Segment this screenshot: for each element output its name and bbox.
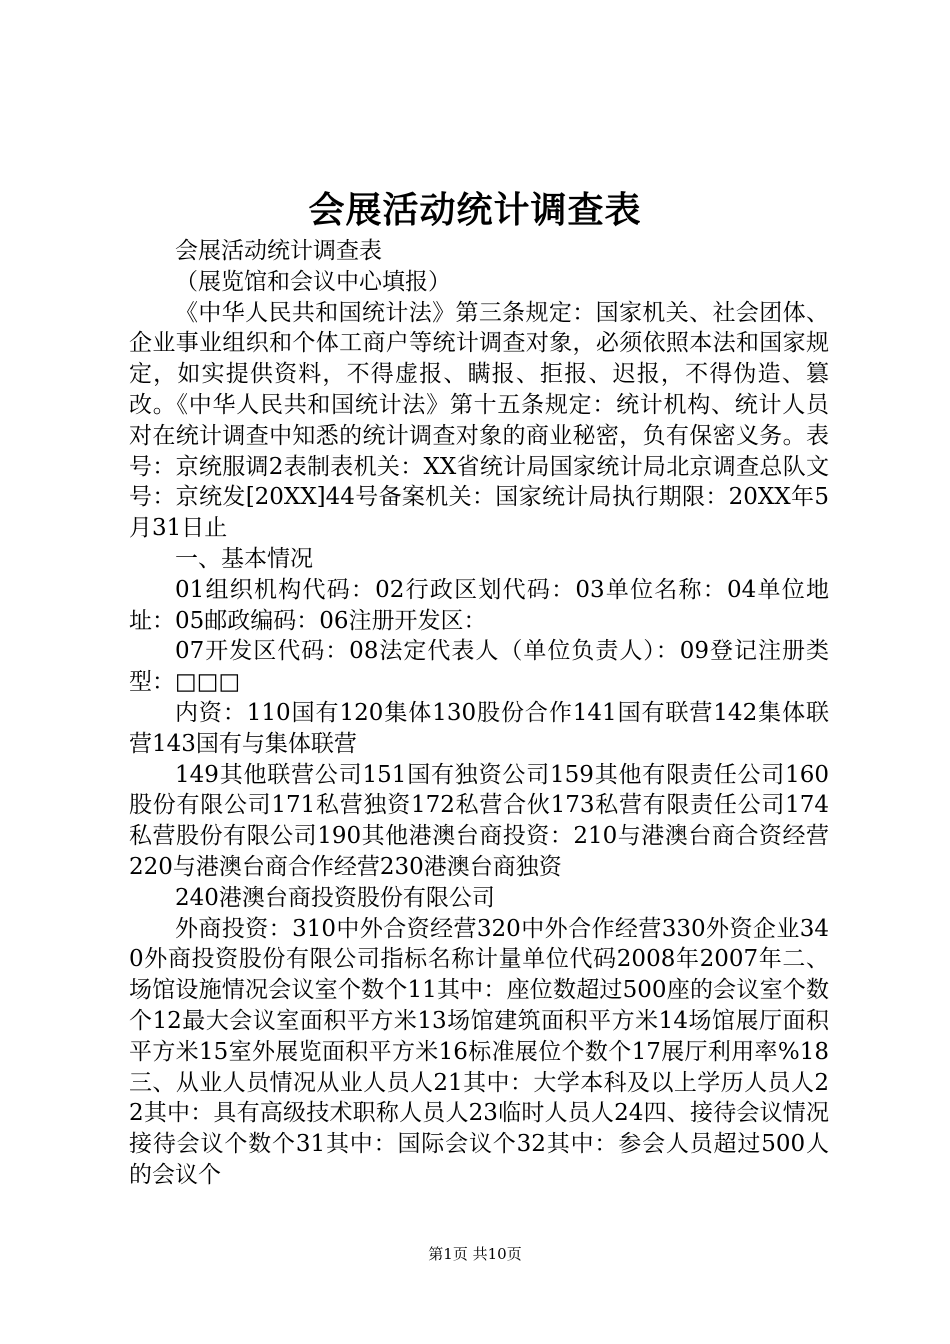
section-heading-basic-info: 一、基本情况	[175, 545, 313, 572]
paragraph-fill-note: （展览馆和会议中心填报）	[175, 268, 451, 295]
paragraph-fields-07-09: 07开发区代码：08法定代表人（单位负责人）：09登记注册类型：□□□	[129, 638, 829, 696]
paragraph-fields-01-06: 01组织机构代码：02行政区划代码：03单位名称：04单位地址：05邮政编码：06注册开发区：	[129, 576, 829, 634]
paragraph-company-types: 149其他联营公司151国有独资公司159其他有限责任公司160股份有限公司171私营独资172私营合伙173私营有限责任公司174私营股份有限公司190其他港澳台商投资：210与港澳台商合资经营220与港澳台商合作经营230港澳台商独资	[129, 761, 829, 880]
document-title: 会展活动统计调查表	[308, 189, 642, 231]
paragraph-hk-macau-taiwan: 240港澳台商投资股份有限公司	[175, 884, 495, 911]
page-indicator: 第1页 共10页	[428, 1245, 522, 1263]
document-body	[129, 236, 829, 1191]
paragraph-legal-notice: 《中华人民共和国统计法》第三条规定：国家机关、社会团体、企业事业组织和个体工商户等统计调查对象，必须依照本法和国家规定，如实提供资料，不得虚报、瞒报、拒报、迟报，不得伪造、篡改。《中华人民共和国统计法》第十五条规定：统计机构、统计人员对在统计调查中知悉的统计调查对象的商业秘密，负有保密义务。表号：京统服调2表制表机关：XX省统计局国家统计局北京调查总队文号：京统发[20XX]44号备案机关：国家统计局执行期限：20XX年5月31日止	[129, 299, 829, 542]
paragraph-domestic-capital: 内资：110国有120集体130股份合作141国有联营142集体联营143国有与集体联营	[129, 699, 829, 757]
paragraph-foreign-and-indicators: 外商投资：310中外合资经营320中外合作经营330外资企业340外商投资股份有限公司指标名称计量单位代码2008年2007年二、场馆设施情况会议室个数个11其中：座位数超过500座的会议室个数个12最大会议室面积平方米13场馆建筑面积平方米14场馆展厅面积平方米15室外展览面积平方米16标准展位个数个17展厅利用率%18三、从业人员情况从业人员人21其中：大学本科及以上学历人员人22其中：具有高级技术职称人员人23临时人员人24四、接待会议情况接待会议个数个31其中：国际会议个32其中：参会人员超过500人的会议个	[129, 915, 829, 1188]
paragraph-subtitle: 会展活动统计调查表	[175, 238, 382, 264]
